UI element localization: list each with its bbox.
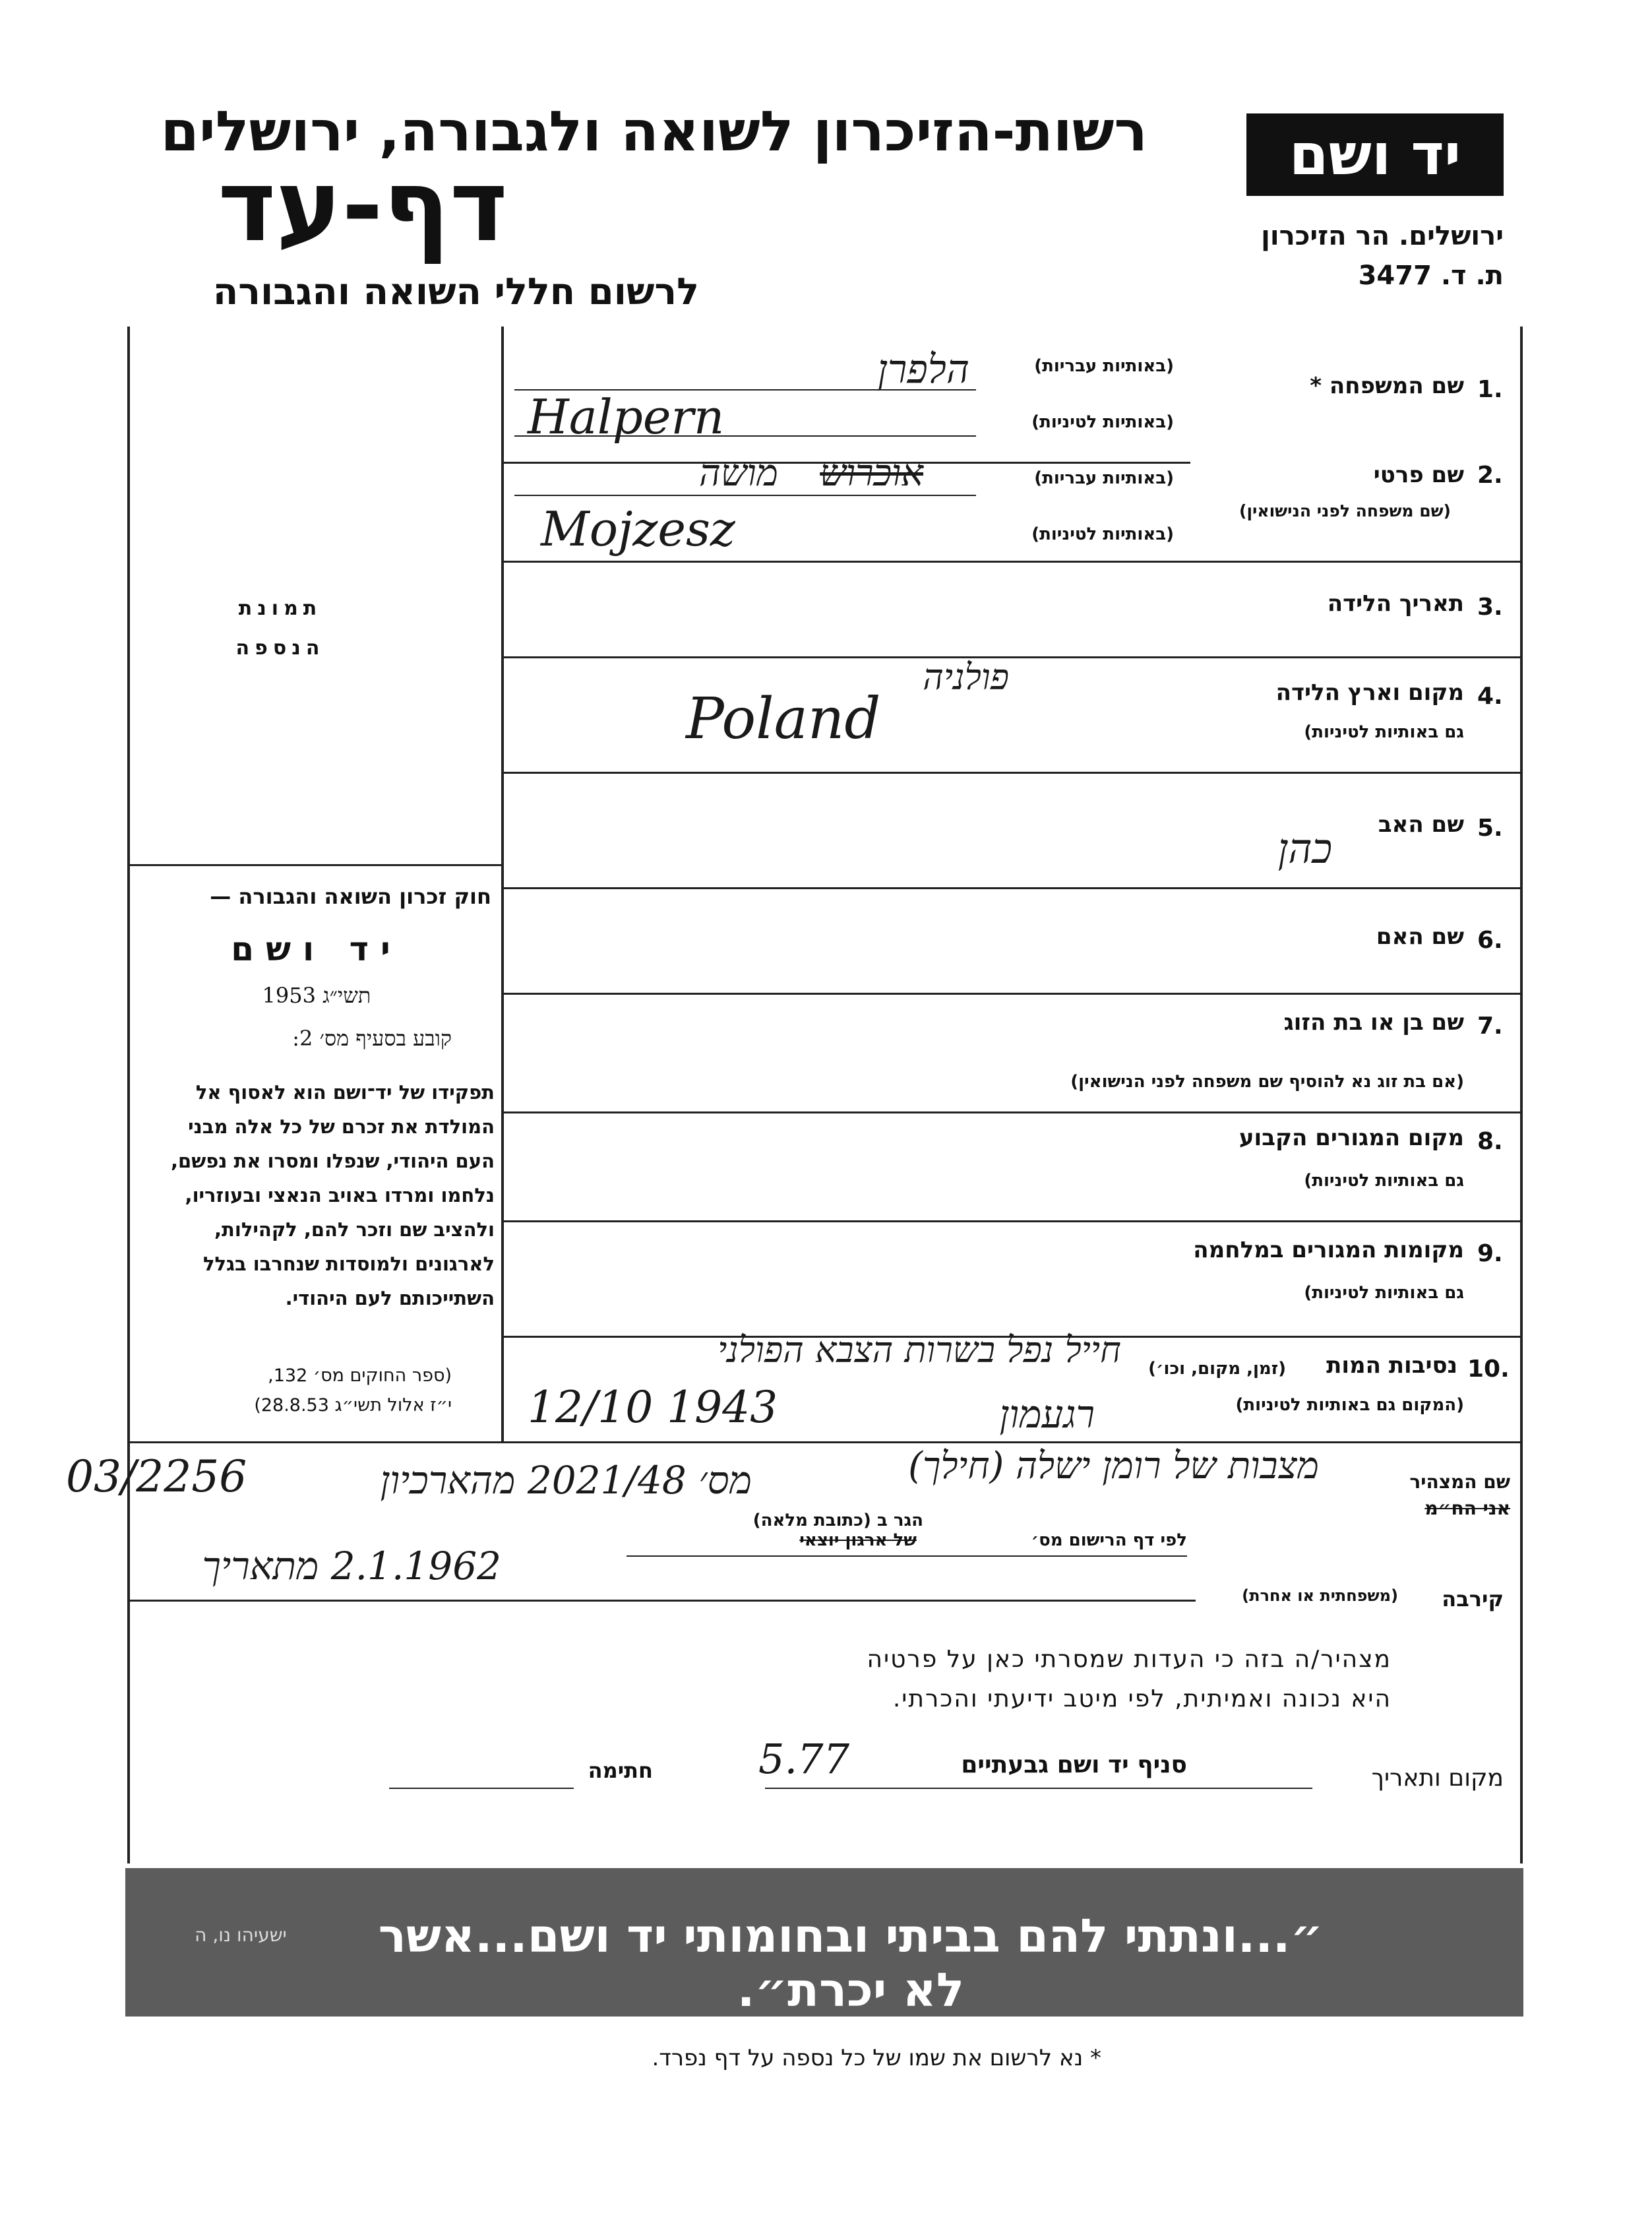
- field-7-sub: (אם בת זוג נא להוסיף שם משפחה לפני הנישואין): [1070, 1072, 1464, 1092]
- field-8-number: 8.: [1477, 1128, 1503, 1155]
- frame-right: [1520, 327, 1523, 1863]
- declaration-line-2: היא נכונה ואמיתית, לפי מיטב ידיעתי והכרתי.: [892, 1685, 1392, 1712]
- declaration-line-1: מצהיר/ה בזה כי העדות שמסרתי כאן על פרטיה: [867, 1646, 1392, 1673]
- declarant-top-rule: [127, 1441, 1523, 1443]
- field-2-value-latin[interactable]: Mojzesz: [541, 501, 735, 557]
- field-3-number: 3.: [1477, 594, 1503, 621]
- field-8-sub: גם באותיות לטיניות): [1304, 1171, 1464, 1191]
- field-10-label: נסיבות המות: [1326, 1352, 1457, 1379]
- law-ref-1: (ספר החוקים מס׳ 132,: [268, 1365, 452, 1386]
- field-2-number: 2.: [1477, 462, 1503, 489]
- quote-text: ״...ונתתי להם בביתי ובחומותי יד ושם...אשר לא יכרת״.: [378, 1909, 1324, 2017]
- field-5-number: 5.: [1477, 815, 1503, 842]
- field-4-label: מקום וארץ הלידה: [1275, 679, 1464, 706]
- yad-vashem-logo: [1246, 113, 1504, 196]
- footnote: * נא לרשום את שמו של כל נספה על דף נפרד.: [652, 2045, 1101, 2071]
- field-1-hint-hebrew: (באותיות עבריות): [1034, 356, 1174, 376]
- field-2-hint-latin: (באותיות לטיניות): [1031, 524, 1174, 544]
- field-10-sub: (המקום גם באותיות לטיניות): [1235, 1395, 1464, 1415]
- field-10-value-3[interactable]: רגעמון: [999, 1392, 1095, 1437]
- field-4-value-hebrew[interactable]: פולניה: [923, 656, 1009, 698]
- place-date-label: מקום ותאריך: [1371, 1765, 1504, 1792]
- address: ירושלים. הר הזיכרון: [1261, 221, 1504, 251]
- law-text: תפקידו של יד־ושם הוא לאסוף אל המולדת את זכרם של כל אלה מבני העם היהודי, שנפלו ומסרו את נפשם, נלחמו ומרדו באויב הנאצי ובעוזריו, ולהציב שם וזכר להם, לקהילות, לארגונים ולמוסדות שנחרבו בגלל השתייכותם לעם היהודי.: [171, 1081, 495, 1309]
- po-box: ת. ד. 3477: [1358, 261, 1504, 291]
- field-3-label: תאריך הלידה: [1327, 590, 1464, 617]
- declarant-label: שם המצהיר: [1409, 1471, 1510, 1493]
- frame-left: [127, 327, 130, 1863]
- relation-hint: (משפחתית או אחרת): [1242, 1586, 1398, 1605]
- field-6-number: 6.: [1477, 927, 1503, 954]
- field-1-value-latin[interactable]: Halpern: [528, 389, 725, 445]
- archive-text[interactable]: מס׳ 2021/48 מהארכיון: [380, 1458, 752, 1503]
- field-2-sub: (שם משפחה לפני הנישואין): [1239, 501, 1451, 520]
- field-5-value[interactable]: כהן: [1277, 825, 1332, 873]
- column-divider: [501, 327, 504, 1441]
- law-ref-2: י״ז אלול תשי״ג 28.8.53): [254, 1395, 452, 1416]
- archive-number[interactable]: 03/2256: [66, 1451, 247, 1502]
- photo-label-1: תמונת: [238, 597, 322, 620]
- photo-box-bottom: [129, 864, 501, 866]
- by-form-label: לפי דף הרישום מס׳: [1031, 1530, 1187, 1550]
- authority-title: רשות-הזיכרון לשואה ולגבורה, ירושלים: [160, 99, 1147, 164]
- place-date-handwritten[interactable]: 5.77: [758, 1735, 850, 1783]
- field-9-number: 9.: [1477, 1240, 1503, 1267]
- logo-text: יד ושם: [1289, 121, 1461, 188]
- signature-label: חתימה: [588, 1758, 653, 1783]
- field-1-hint-latin: (באותיות לטיניות): [1031, 412, 1174, 432]
- field-7-number: 7.: [1477, 1013, 1503, 1040]
- field-10-hint: (זמן, מקום, וכו׳): [1148, 1359, 1286, 1379]
- field-9-sub: גם באותיות לטיניות): [1304, 1283, 1464, 1303]
- field-4-value-latin[interactable]: Poland: [686, 686, 881, 752]
- page-subtitle: לרשום חללי השואה והגבורה: [212, 270, 699, 313]
- page-title: דף-עד: [218, 149, 508, 264]
- resides-label: הגר ב (כתובת מלאה): [752, 1511, 923, 1530]
- field-9-label: מקומות המגורים במלחמה: [1193, 1237, 1464, 1263]
- field-1-label: שם המשפחה *: [1310, 373, 1464, 399]
- field-2-value-hebrew[interactable]: מושה: [699, 452, 778, 495]
- field-10-value-1[interactable]: חייל נפל בשרות הצבא הפולני: [718, 1329, 1121, 1371]
- field-1-value-hebrew[interactable]: הלפרן: [877, 346, 969, 392]
- place-date-value[interactable]: סניף יד ושם גבעתיים: [961, 1751, 1187, 1778]
- field-8-label: מקום המגורים הקבוע: [1239, 1125, 1464, 1151]
- field-1-number: 1.: [1477, 376, 1503, 403]
- field-4-number: 4.: [1477, 683, 1503, 710]
- field-2-hint-hebrew: (באותיות עבריות): [1034, 468, 1174, 488]
- law-clause: קובע בסעיף מס׳ 2:: [292, 1026, 452, 1051]
- field-5-label: שם האב: [1378, 811, 1464, 838]
- field-2-value-strike[interactable]: אוכרוש: [820, 452, 923, 495]
- law-name: יד ושם: [231, 930, 402, 968]
- org-label: של ארגון יוצאי: [799, 1530, 917, 1550]
- relation-label: קירבה: [1442, 1586, 1504, 1611]
- field-2-label: שם פרטי: [1373, 462, 1464, 488]
- law-year: תשי״ג 1953: [262, 983, 371, 1008]
- field-10-value-2[interactable]: 12/10 1943: [528, 1382, 778, 1433]
- archive-date[interactable]: 2.1.1962 מתאריך: [202, 1544, 501, 1588]
- field-4-sub: גם באותיות לטיניות): [1304, 722, 1464, 742]
- relation-rule: [127, 1600, 1196, 1602]
- quote-banner: [125, 1868, 1523, 2017]
- law-heading: חוק זכרון השואה והגבורה —: [210, 884, 491, 909]
- signature-line[interactable]: [389, 1788, 574, 1789]
- declarant-label-struck: אני הח״מ: [1424, 1497, 1510, 1519]
- declarant-name-handwritten[interactable]: מצבות של רומן ישלה (חילך): [908, 1445, 1319, 1487]
- field-6-label: שם האם: [1376, 923, 1464, 950]
- field-10-number: 10.: [1467, 1356, 1510, 1383]
- photo-label-2: הנספה: [235, 637, 325, 660]
- field-7-label: שם בן או בת הזוג: [1283, 1009, 1464, 1036]
- quote-source: ישעיהו נו, ה: [195, 1924, 287, 1946]
